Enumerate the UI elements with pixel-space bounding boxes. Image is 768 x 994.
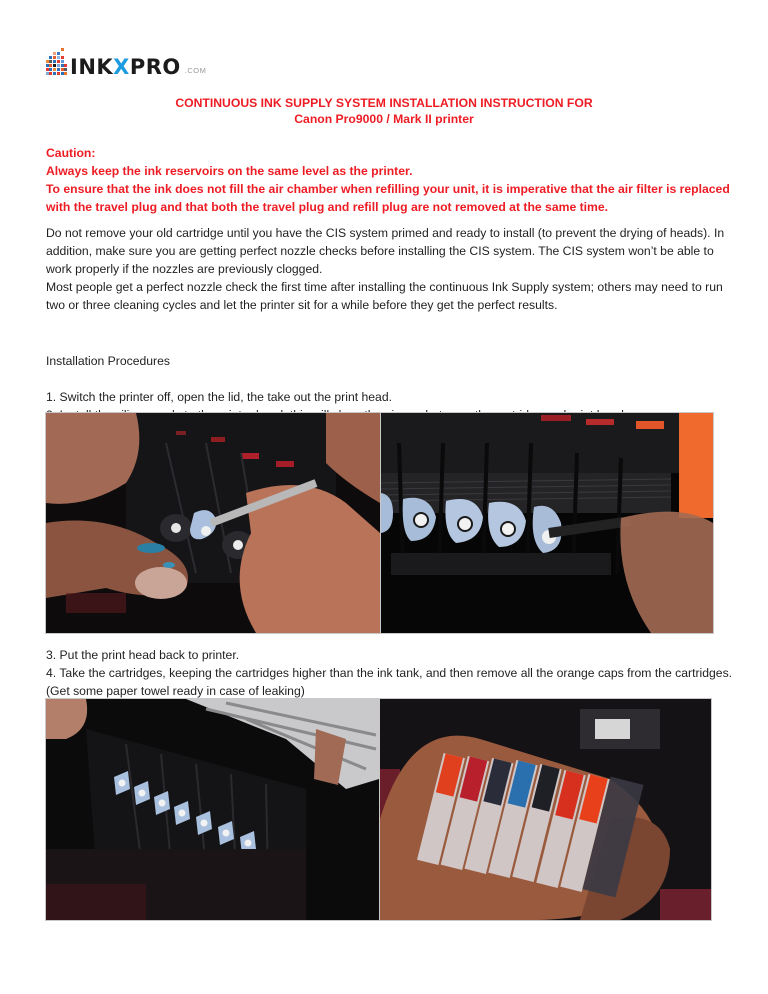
logo-brand-prefix: INK [70, 55, 114, 79]
caution-block [46, 144, 736, 216]
photo-cartridges-in-hand [380, 699, 711, 920]
intro-paragraph-2: Most people get a perfect nozzle check the first time after installing the continuous Ink Supply system; others may need to run two or three cleaning cycles and let the printer sit for a while before they get the perfect results. [46, 280, 723, 312]
logo-domain-suffix: .COM [184, 66, 207, 75]
photo-installing-seal-image [46, 413, 380, 633]
photo-seals-closeup [381, 413, 713, 633]
logo-brand-x: X [113, 55, 130, 79]
logo-wordmark [70, 56, 181, 78]
step-3: 3. Put the print head back to printer. [46, 648, 240, 662]
photo-seals-closeup-image [381, 413, 713, 633]
step-4: 4. Take the cartridges, keeping the cartridges higher than the ink tank, and then remove all the orange caps from the cartridges. (Get some paper towel ready in case of leaking) [46, 666, 733, 698]
inkxpro-logo [46, 44, 206, 78]
procedures-heading: Installation Procedures [46, 354, 170, 368]
intro-section [46, 224, 736, 314]
logo-brand-suffix: PRO [129, 55, 181, 79]
photo-printhead-in-printer-image [46, 699, 379, 920]
document-title-line1: CONTINUOUS INK SUPPLY SYSTEM INSTALLATION INSTRUCTION FOR [175, 96, 593, 110]
photo-installing-seal [46, 413, 380, 633]
caution-heading: Caution: [46, 146, 96, 160]
caution-line1: Always keep the ink reservoirs on the same level as the printer. [46, 164, 413, 178]
document-title-line2: Canon Pro9000 / Mark II printer [294, 112, 474, 126]
step-1: 1. Switch the printer off, open the lid, the take out the print head. [46, 390, 392, 404]
photo-printhead-in-printer [46, 699, 379, 920]
pixel-grid-logo-icon [46, 48, 68, 78]
steps-3-4 [46, 646, 736, 700]
photo-cartridges-in-hand-image [380, 699, 711, 920]
intro-paragraph-1: Do not remove your old cartridge until you have the CIS system primed and ready to install (to prevent the drying of heads). In addition, make sure you are getting perfect nozzle checks before installing the CIS system. The CIS system won’t be able to work properly if the nozzles are previously clogged. [46, 226, 725, 276]
caution-line2: To ensure that the ink does not fill the air chamber when refilling your unit, it is imperative that the air filter is replaced with the travel plug and that both the travel plug and refill plug are not removed at the same time. [46, 182, 730, 214]
